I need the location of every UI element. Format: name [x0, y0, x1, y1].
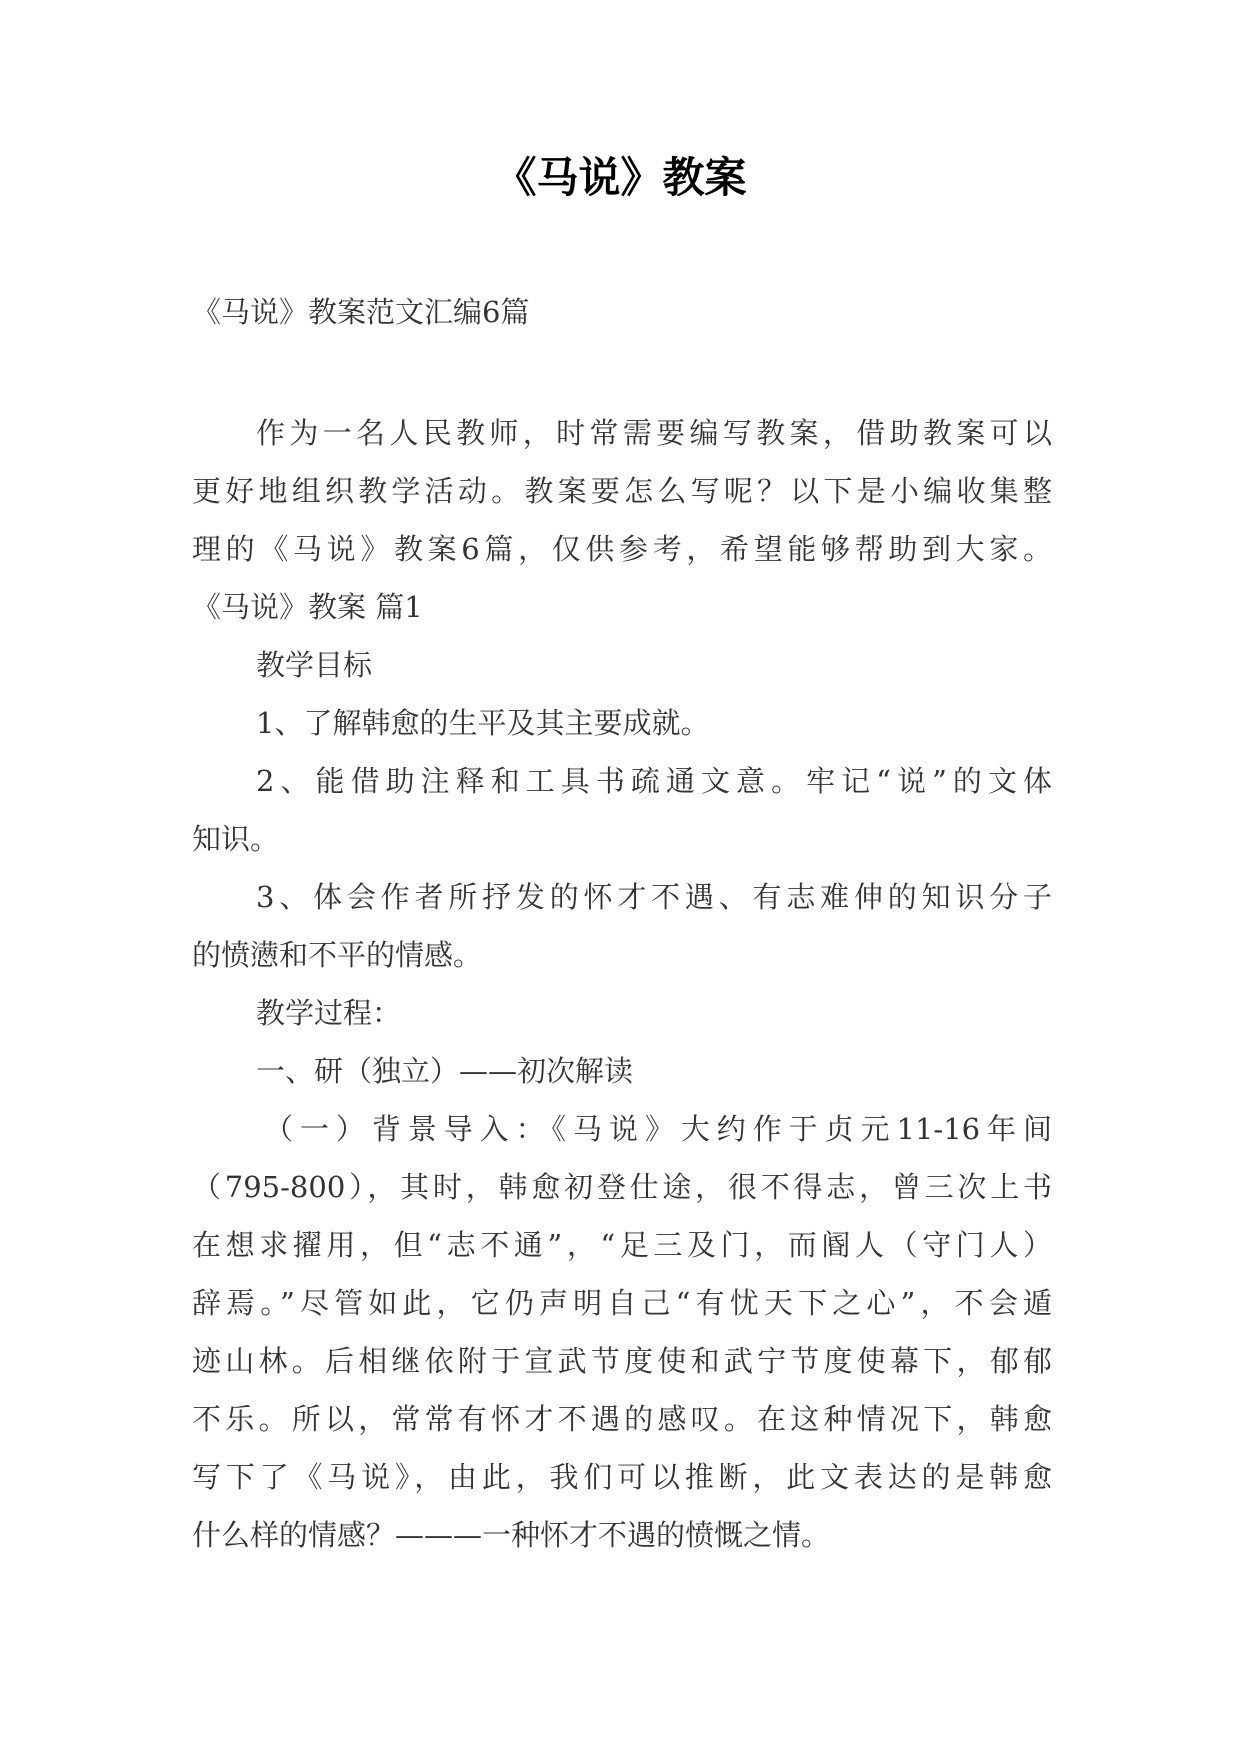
document-subtitle: 《马说》教案范文汇编6篇 — [192, 295, 530, 329]
paragraph-line: 在想求擢用，但“志不通”，“足三及门，而阍人（守门人） — [192, 1228, 1052, 1262]
paragraph-line: 迹山林。后相继依附于宣武节度使和武宁节度使幕下，郁郁 — [192, 1344, 1052, 1378]
paragraph-line: 辞焉。”尽管如此，它仍声明自己“有忧天下之心”，不会遁 — [192, 1286, 1052, 1320]
list-item: 2、能借助注释和工具书疏通文意。牢记“说”的文体 — [256, 764, 1052, 798]
paragraph-line: 更好地组织教学活动。教案要怎么写呢？以下是小编收集整 — [192, 474, 1052, 508]
paragraph-line: 作为一名人民教师，时常需要编写教案，借助教案可以 — [256, 416, 1052, 450]
heading-line: 一、研（独立）——初次解读 — [256, 1054, 634, 1088]
section-heading: 《马说》教案 篇1 — [192, 590, 423, 624]
list-item: 3、体会作者所抒发的怀才不遇、有志难伸的知识分子 — [256, 880, 1052, 914]
document-title: 《马说》教案 — [494, 153, 747, 202]
paragraph-line: （一）背景导入：《马说》大约作于贞元11-16年间 — [264, 1112, 1052, 1146]
paragraph-line: （795-800），其时，韩愈初登仕途，很不得志，曾三次上书 — [192, 1170, 1052, 1204]
paragraph-line: 什么样的情感？———一种怀才不遇的愤慨之情。 — [192, 1518, 831, 1552]
list-item: 1、了解韩愈的生平及其主要成就。 — [256, 706, 710, 740]
list-item-continued: 知识。 — [192, 822, 280, 856]
paragraph-line: 不乐。所以，常常有怀才不遇的感叹。在这种情况下，韩愈 — [192, 1402, 1052, 1436]
heading-line: 教学目标 — [256, 648, 373, 682]
paragraph-line: 理的《马说》教案6篇，仅供参考，希望能够帮助到大家。 — [192, 532, 1052, 566]
paragraph-line: 写下了《马说》，由此，我们可以推断，此文表达的是韩愈 — [192, 1460, 1052, 1494]
list-item-continued: 的愤懑和不平的情感。 — [192, 938, 483, 972]
heading-line: 教学过程： — [256, 996, 402, 1030]
document-body — [192, 404, 1052, 1564]
